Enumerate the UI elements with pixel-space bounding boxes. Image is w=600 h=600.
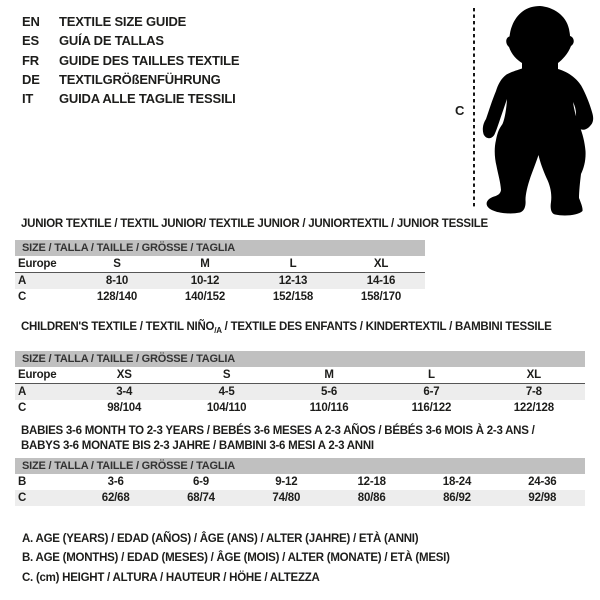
junior-table-title: JUNIOR TEXTILE / TEXTIL JUNIOR/ TEXTILE JUNIOR / JUNIORTEXTIL / JUNIOR TESSILE — [21, 218, 488, 230]
size-header-bar: SIZE / TALLA / TAILLE / GRÖSSE / TAGLIA — [15, 351, 585, 367]
table-cell: 3-4 — [116, 386, 133, 398]
table-cell: 18-24 — [442, 476, 472, 488]
table-cell: 74/80 — [272, 492, 301, 504]
table-cell: 158/170 — [360, 291, 402, 303]
table-cell: 10-12 — [190, 275, 220, 287]
footnotes — [22, 530, 450, 588]
babies-table — [15, 458, 585, 506]
language-row — [22, 51, 239, 70]
table-cell: L — [289, 258, 297, 270]
footnote-b: B. AGE (MONTHS) / EDAD (MESES) / ÂGE (MOIS) / ALTER (MONATE) / ETÀ (MESI) — [22, 552, 450, 565]
table-cell: M — [324, 369, 334, 381]
row-label: C — [18, 492, 27, 504]
row-label: C — [18, 402, 27, 414]
table-cell: 62/68 — [101, 492, 130, 504]
language-label: GUIDE DES TAILLES TEXTILE — [59, 52, 240, 68]
title-line: BABIES 3-6 MONTH TO 2-3 YEARS / BEBÉS 3-6 MESES A 2-3 AÑOS / BÉBÉS 3-6 MOIS À 2-3 ANS / — [21, 425, 535, 437]
table-cell: XL — [373, 258, 389, 270]
table-row — [15, 474, 585, 490]
language-label: TEXTILGRÖßENFÜHRUNG — [59, 72, 221, 88]
table-row — [15, 490, 585, 506]
table-row — [15, 384, 585, 400]
row-label: B — [18, 476, 27, 488]
table-row — [15, 256, 425, 273]
table-cell: M — [200, 258, 210, 270]
table-cell: 3-6 — [107, 476, 124, 488]
table-cell: 140/152 — [184, 291, 226, 303]
baby-figure — [448, 2, 600, 216]
childrens-table-title — [21, 320, 552, 336]
size-header-bar: SIZE / TALLA / TAILLE / GRÖSSE / TAGLIA — [15, 458, 585, 474]
table-cell: 152/158 — [272, 291, 314, 303]
table-cell: XL — [526, 369, 541, 381]
row-label: C — [18, 291, 27, 303]
table-cell: 12-13 — [278, 275, 308, 287]
table-cell: 6-9 — [192, 476, 209, 488]
table-cell: 9-12 — [275, 476, 298, 488]
table-cell: 110/116 — [309, 402, 349, 414]
title-text: / TEXTILE DES ENFANTS / KINDERTEXTIL / BAMBINI TESSILE — [221, 321, 552, 333]
row-label: Europe — [18, 258, 57, 270]
table-cell: L — [428, 369, 435, 381]
table-cell: 5-6 — [321, 386, 338, 398]
table-cell: 7-8 — [525, 386, 542, 398]
table-row — [15, 273, 425, 289]
row-label: A — [18, 386, 27, 398]
footnote-a: A. AGE (YEARS) / EDAD (AÑOS) / ÂGE (ANS) / ALTER (JAHRE) / ETÀ (ANNI) — [22, 533, 419, 545]
language-label: TEXTILE SIZE GUIDE — [59, 14, 187, 30]
table-cell: S — [113, 258, 121, 270]
table-cell: 80/86 — [357, 492, 386, 504]
junior-table — [15, 240, 425, 305]
language-label: GUIDA ALLE TAGLIE TESSILI — [59, 91, 236, 107]
language-row — [22, 70, 239, 89]
footnote-c: C. (cm) HEIGHT / ALTURA / HAUTEUR / HÖHE / ALTEZZA — [22, 571, 320, 584]
row-label: Europe — [18, 369, 57, 381]
table-cell: 98/104 — [107, 402, 142, 414]
title-line: BABYS 3-6 MONATE BIS 2-3 JAHRE / BAMBINI 3-6 MESI A 2-3 ANNI — [21, 439, 374, 452]
table-cell: 4-5 — [218, 386, 235, 398]
language-row — [22, 31, 239, 50]
size-header-bar: SIZE / TALLA / TAILLE / GRÖSSE / TAGLIA — [15, 240, 425, 256]
table-cell: 128/140 — [96, 291, 138, 303]
language-row — [22, 12, 239, 31]
language-code: FR — [22, 52, 39, 68]
title-subscript: /A — [214, 325, 222, 335]
language-code: DE — [22, 72, 40, 88]
table-row — [15, 400, 585, 416]
height-label: C — [455, 103, 465, 118]
table-cell: 6-7 — [423, 386, 440, 398]
table-row — [15, 367, 585, 384]
table-cell: 14-16 — [366, 275, 396, 287]
table-cell: 116/122 — [411, 402, 452, 414]
table-cell: 92/98 — [528, 492, 557, 504]
table-cell: 86/92 — [443, 492, 471, 504]
language-row — [22, 89, 239, 108]
babies-table-title — [21, 424, 535, 453]
table-cell: S — [222, 369, 231, 381]
table-cell: 104/110 — [206, 402, 247, 414]
table-cell: XS — [116, 369, 132, 381]
language-code: EN — [22, 14, 40, 30]
table-row — [15, 289, 425, 305]
table-cell: 122/128 — [513, 402, 554, 414]
language-label: GUÍA DE TALLAS — [59, 33, 164, 49]
childrens-table — [15, 351, 585, 416]
table-cell: 24-36 — [528, 476, 557, 488]
row-label: A — [18, 275, 27, 287]
language-code: IT — [22, 91, 34, 107]
language-code: ES — [22, 33, 39, 49]
title-text: CHILDREN'S TEXTILE / TEXTIL NIÑO — [21, 321, 215, 333]
table-cell: 8-10 — [105, 275, 129, 287]
baby-silhouette — [483, 6, 593, 215]
language-header — [22, 12, 239, 108]
table-cell: 12-18 — [357, 476, 386, 488]
table-cell: 68/74 — [187, 492, 215, 504]
